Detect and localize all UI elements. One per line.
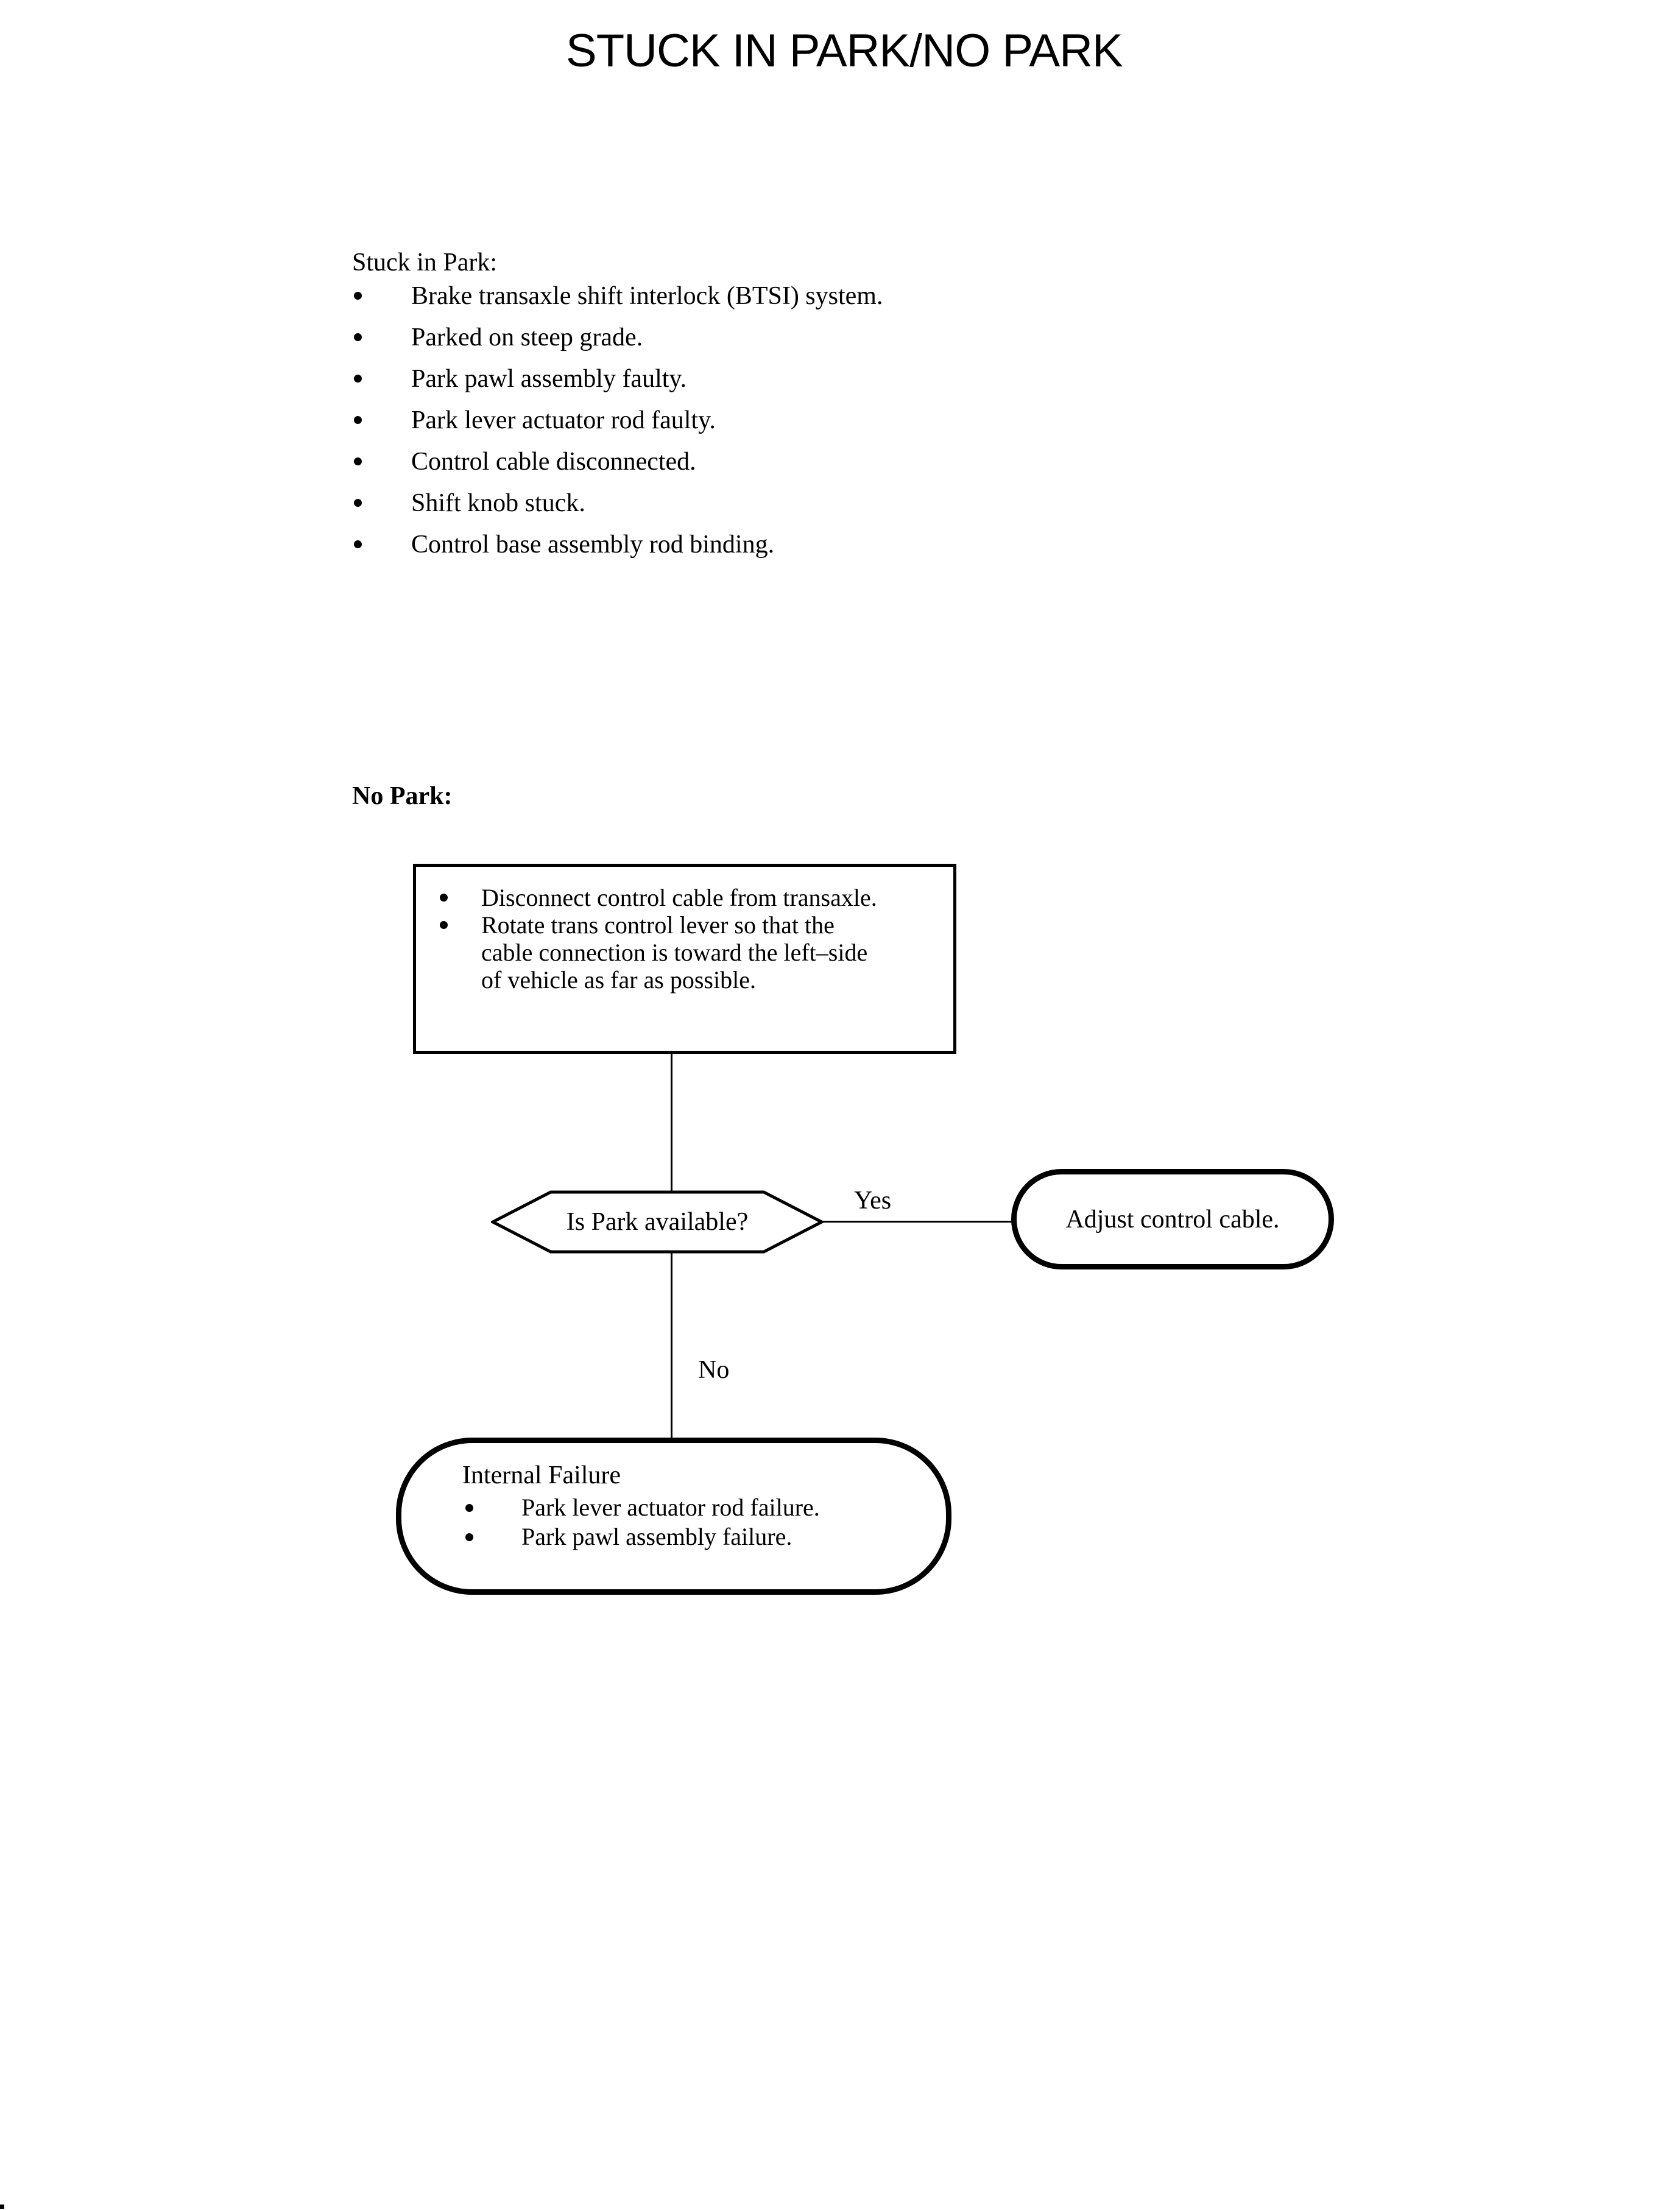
list-item-text: Park pawl assembly faulty. — [411, 365, 687, 393]
list-item-text: Shift knob stuck. — [411, 489, 585, 517]
list-item-text: Rotate trans control lever so that the cable connection is toward the left–side of vehicle as far as possible. — [481, 911, 868, 994]
page-title: STUCK IN PARK/NO PARK — [566, 25, 1123, 77]
list-item — [352, 317, 883, 358]
decision-node — [491, 1190, 824, 1254]
internal-failure-list — [462, 1493, 928, 1552]
bullet-icon — [354, 292, 362, 300]
list-item-text: Park lever actuator rod failure. — [521, 1494, 820, 1521]
connector-line-no-branch — [671, 1251, 672, 1441]
internal-failure-node — [396, 1438, 951, 1595]
list-item-text: Park lever actuator rod faulty. — [411, 406, 716, 434]
list-item-text: Park pawl assembly failure. — [521, 1523, 792, 1550]
list-item-text: Parked on steep grade. — [411, 323, 643, 351]
list-item-text: Control cable disconnected. — [411, 448, 696, 476]
bullet-icon — [440, 894, 448, 902]
internal-failure-content — [401, 1443, 946, 1552]
bullet-icon — [440, 921, 448, 929]
scan-artifact — [0, 2205, 4, 2209]
list-item — [416, 884, 883, 911]
list-item — [352, 524, 883, 565]
list-item — [462, 1493, 928, 1522]
bullet-icon — [354, 333, 362, 341]
list-item — [416, 911, 883, 994]
connector-line-yes-branch — [822, 1221, 1014, 1223]
list-item-text: Control base assembly rod binding. — [411, 531, 775, 559]
no-label: No — [698, 1356, 730, 1384]
list-item-text: Brake transaxle shift interlock (BTSI) system. — [411, 282, 883, 310]
bullet-icon — [465, 1504, 473, 1512]
bullet-icon — [354, 457, 362, 465]
list-item — [352, 482, 883, 524]
bullet-icon — [354, 375, 362, 383]
yes-label: Yes — [854, 1187, 892, 1215]
internal-failure-heading: Internal Failure — [462, 1461, 621, 1489]
stuck-in-park-heading: Stuck in Park: — [352, 249, 497, 277]
list-item — [352, 358, 883, 400]
adjust-control-cable-node: Adjust control cable. — [1011, 1169, 1334, 1269]
list-item-text: Disconnect control cable from transaxle. — [481, 884, 877, 911]
no-park-heading: No Park: — [352, 782, 453, 810]
instruction-list — [416, 884, 953, 994]
bullet-icon — [354, 540, 362, 548]
bullet-icon — [354, 499, 362, 507]
bullet-icon — [465, 1533, 473, 1541]
list-item — [352, 400, 883, 441]
instruction-box — [413, 864, 956, 1054]
stuck-in-park-list — [352, 275, 883, 565]
bullet-icon — [354, 416, 362, 424]
list-item — [352, 275, 883, 317]
connector-line-start-to-decision — [671, 1053, 672, 1193]
list-item — [462, 1522, 928, 1552]
list-item — [352, 441, 883, 482]
decision-label: Is Park available? — [566, 1208, 749, 1236]
